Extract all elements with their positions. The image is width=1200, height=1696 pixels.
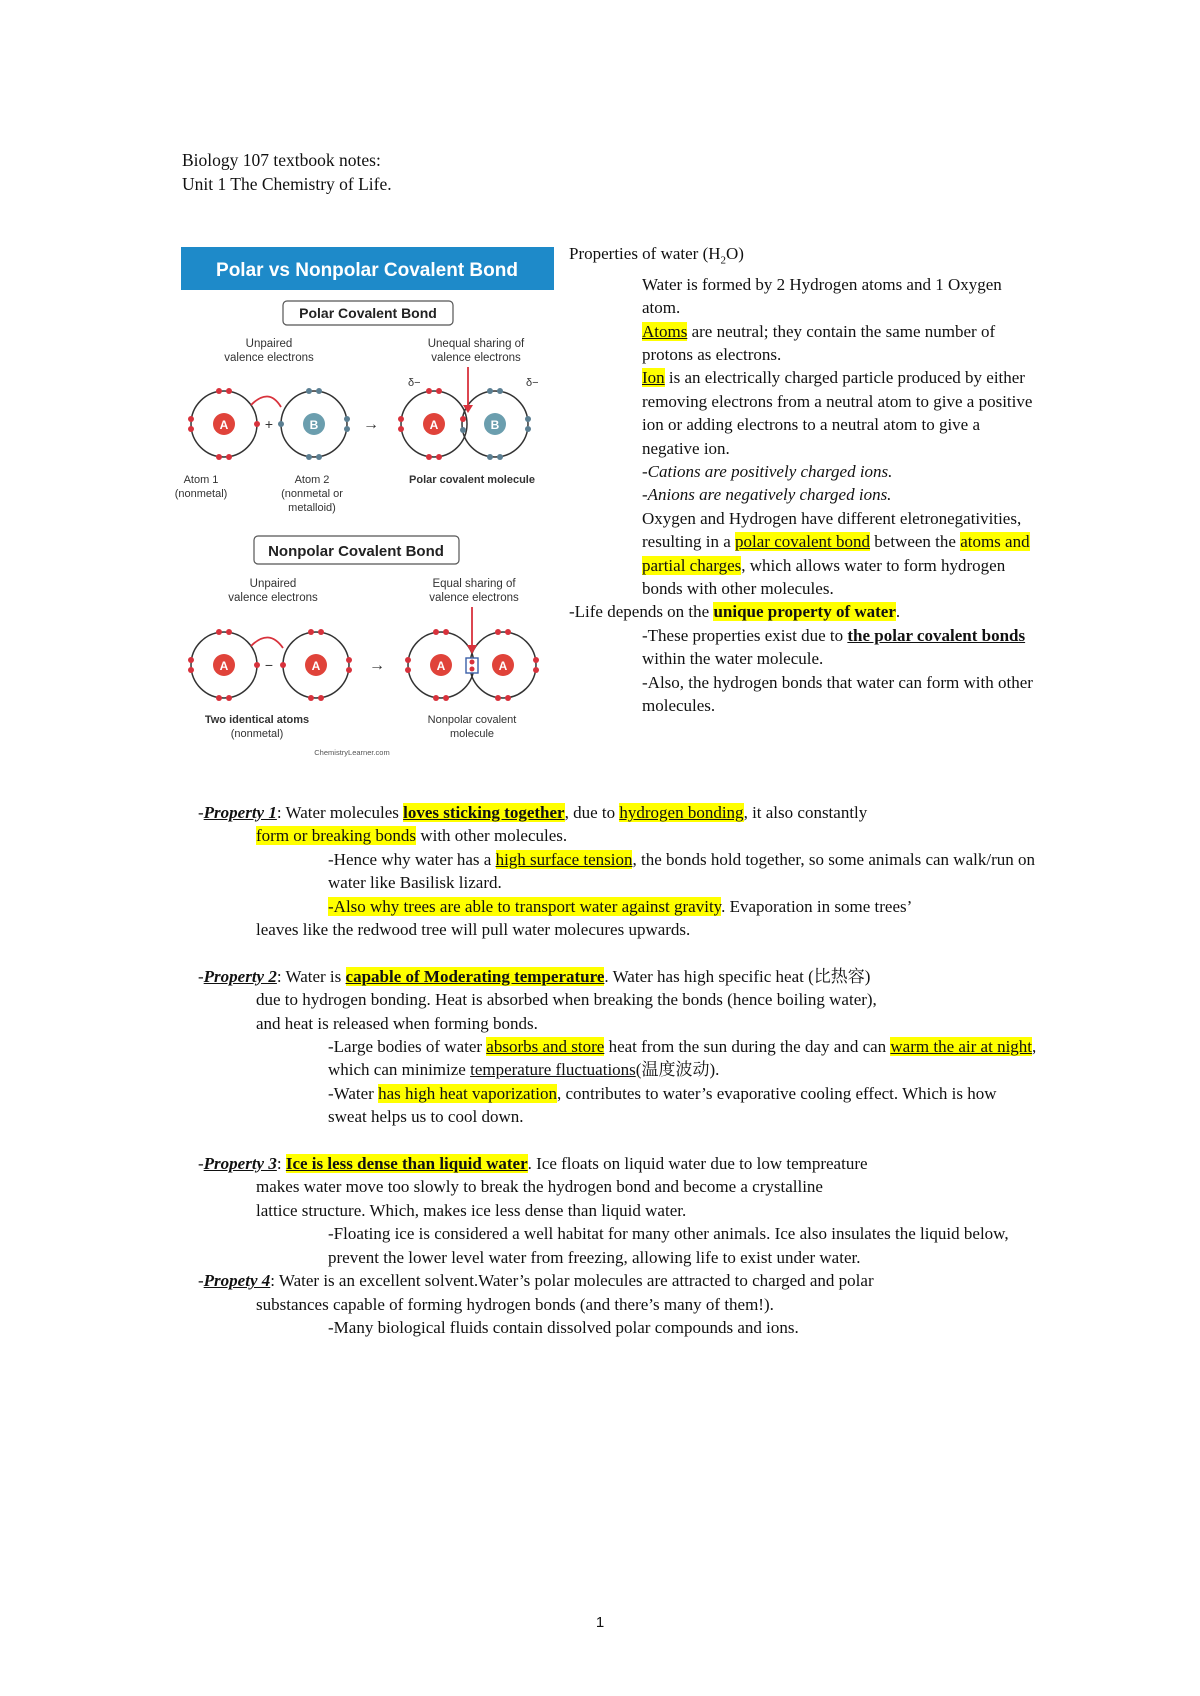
- ion-term: Ion: [642, 368, 665, 388]
- these-text-1: -These properties exist due to: [642, 625, 848, 645]
- page-number: 1: [595, 1614, 605, 1631]
- property-2-highlight-1: capable of Moderating temperature: [345, 966, 605, 986]
- surface-tension-pre: -Hence why water has a: [328, 849, 496, 869]
- property-2-large-bodies: [198, 1035, 1038, 1082]
- property-1-highlight-2: hydrogen bonding: [619, 803, 744, 822]
- properties-title-sub: 2: [720, 254, 727, 267]
- partial-charges-highlight: atoms and partial charges: [642, 532, 1030, 575]
- large-bodies-mid-2: , which can minimize: [328, 1037, 1037, 1080]
- plus-sign: +: [264, 416, 274, 432]
- figure-credit: ChemistryLearner.com: [314, 748, 390, 757]
- property-3-text-2: . Ice floats on liquid water due to low tempreature: [527, 1154, 868, 1174]
- cations-note: -Cations are positively charged ions.: [642, 462, 893, 482]
- property-1-text-1: : Water molecules: [276, 803, 404, 822]
- unpaired-label-4: valence electrons: [228, 592, 318, 604]
- two-identical-label-1: Two identical atoms: [204, 714, 310, 726]
- property-1-text-2: , due to: [564, 803, 620, 822]
- properties-of-water: [569, 242, 1039, 718]
- nonpolar-atom2-label: A: [311, 659, 321, 673]
- properties-title-pre: Properties of water (H: [569, 244, 721, 263]
- molecule-a-label: A: [429, 418, 439, 432]
- property-3-label: Property 3: [203, 1154, 277, 1174]
- delta-minus-left: δ−: [408, 377, 421, 389]
- property-4-label: Propety 4: [203, 1271, 271, 1291]
- vaporization-pre: -Water: [328, 1083, 379, 1103]
- property-1-highlight-1: loves sticking together: [403, 803, 565, 822]
- property-2-vaporization: [198, 1082, 1038, 1129]
- temperature-fluctuations-underline: temperature fluctuations: [470, 1060, 636, 1080]
- property-3-floating-ice: -Floating ice is considered a well habitat for many other animals. Ice also insulates the liquid below, prevent the lower level water from freezing, allowing life to exist under water.: [328, 1224, 1009, 1267]
- nonpolar-molecule-a1: A: [436, 659, 446, 673]
- large-bodies-pre: -Large bodies of water: [328, 1037, 487, 1057]
- nonpolar-molecule-a2: A: [498, 659, 508, 673]
- property-1-label: Property 1: [203, 803, 277, 822]
- property-4-biological-fluids: -Many biological fluids contain dissolved polar compounds and ions.: [328, 1317, 799, 1337]
- atoms-definition: [569, 320, 1039, 367]
- property-1-surface-tension: [198, 848, 1038, 895]
- electronegativity-note: [569, 507, 1039, 601]
- property-2-heading: [198, 965, 1038, 988]
- large-bodies-mid: heat from the sun during the day and can: [604, 1037, 891, 1057]
- minus-sign: −: [264, 657, 274, 673]
- polar-covalent-bond-highlight: polar covalent bond: [735, 532, 871, 552]
- unequal-label-2: valence electrons: [431, 352, 521, 364]
- equal-label-1: Equal sharing of: [432, 578, 516, 590]
- surface-tension-post: , the bonds hold together, so some animals can walk/run on water like Basilisk lizard.: [328, 849, 1035, 893]
- nonpolar-molecule-label-1: Nonpolar covalent: [427, 714, 517, 726]
- nonpolar-atom1-label: A: [219, 659, 229, 673]
- large-bodies-post: (温度波动).: [635, 1060, 720, 1080]
- property-3-dash: -: [198, 1154, 204, 1174]
- polar-arrow: →: [363, 416, 379, 433]
- document-header: [182, 148, 392, 196]
- property-2-cont-1: due to hydrogen bonding. Heat is absorbed when breaking the bonds (hence boiling water),: [256, 990, 877, 1010]
- trees-highlight: -Also why trees are able to transport water against gravity: [328, 896, 722, 916]
- property-1-heading: [198, 801, 1038, 824]
- molecule-b-label: B: [490, 418, 500, 432]
- ion-text: is an electrically charged particle produced by either removing electrons from a neutral atom to give a positive ion or adding electrons to a neutral atom to give a negative ion.: [642, 368, 1033, 458]
- atom1-label-1: Atom 1: [183, 474, 219, 486]
- polar-box-label: Polar Covalent Bond: [299, 305, 437, 321]
- property-2-text-2: . Water has high specific heat (比热容): [604, 966, 871, 986]
- eneg-text-3: , which allows water to form hydrogen bonds with other molecules.: [642, 555, 1006, 599]
- eneg-text-2: between the: [870, 532, 961, 552]
- header-line-1: Biology 107 textbook notes:: [182, 150, 381, 170]
- property-3-cont-2: lattice structure. Which, makes ice less dense than liquid water.: [256, 1200, 687, 1220]
- nonpolar-arrow: →: [369, 657, 385, 674]
- water-composition: Water is formed by 2 Hydrogen atoms and 1 Oxygen atom.: [642, 274, 1002, 318]
- trees-post: . Evaporation in some trees’: [721, 896, 913, 916]
- anions-note: -Anions are negatively charged ions.: [642, 485, 892, 505]
- property-2-dash: -: [198, 966, 204, 986]
- property-1-redwood: leaves like the redwood tree will pull water molecures upwards.: [256, 920, 691, 940]
- warm-air-highlight: warm the air at night: [890, 1037, 1033, 1057]
- property-1-text-4: with other molecules.: [416, 826, 568, 846]
- delta-minus-right: δ−: [526, 377, 539, 389]
- property-1-continuation: [198, 824, 1038, 847]
- property-4-heading: [198, 1269, 1038, 1292]
- property-1-text-3: , it also constantly: [743, 803, 868, 822]
- atom2-label-2: (nonmetal or: [281, 488, 343, 500]
- property-1-trees: [198, 895, 1038, 918]
- property-3-cont-1: makes water move too slowly to break the hydrogen bond and become a crystalline: [256, 1177, 823, 1197]
- ion-definition: [569, 366, 1039, 460]
- atom2-label-3: metalloid): [288, 502, 336, 514]
- life-text-2: .: [895, 602, 901, 622]
- eneg-text-1: Oxygen and Hydrogen have different eletronegativities, resulting in a: [642, 508, 1022, 552]
- atom2-label-1: Atom 2: [294, 474, 330, 486]
- nonpolar-molecule-label-2: molecule: [449, 728, 495, 740]
- unequal-label-1: Unequal sharing of: [427, 338, 525, 350]
- atom1-label-2: (nonmetal): [174, 488, 228, 500]
- property-2-label: Property 2: [203, 966, 277, 986]
- property-3-text-1: :: [276, 1154, 286, 1174]
- these-text-2: within the water molecule.: [642, 649, 824, 669]
- polar-bonds-note: [569, 624, 1039, 671]
- vaporization-post: , contributes to water’s evaporative cooling effect. Which is how sweat helps us to cool down.: [328, 1083, 997, 1127]
- covalent-bond-figure: [174, 247, 554, 765]
- polar-molecule-label: Polar covalent molecule: [409, 474, 535, 486]
- properties-title: [569, 242, 1039, 273]
- unpaired-label-3: Unpaired: [249, 578, 297, 590]
- atom-a-label: A: [219, 418, 229, 432]
- unpaired-label-2: valence electrons: [224, 352, 314, 364]
- life-text-1: -Life depends on the: [569, 602, 714, 622]
- property-3-heading: [198, 1152, 1038, 1175]
- equal-label-2: valence electrons: [429, 592, 519, 604]
- properties-title-post: O): [726, 244, 744, 263]
- vaporization-highlight: has high heat vaporization: [378, 1083, 557, 1103]
- property-2-cont-2: and heat is released when forming bonds.: [256, 1013, 538, 1033]
- nonpolar-box-label: Nonpolar Covalent Bond: [268, 543, 444, 560]
- property-2-text-1: : Water is: [276, 966, 346, 986]
- unpaired-label-1: Unpaired: [245, 338, 293, 350]
- property-4-dash: -: [198, 1271, 204, 1291]
- header-line-2: Unit 1 The Chemistry of Life.: [182, 174, 392, 194]
- properties-body: [198, 801, 1038, 1339]
- atoms-term: Atoms: [642, 321, 688, 341]
- atom-b-label: B: [309, 418, 319, 432]
- property-4-cont-1: substances capable of forming hydrogen bonds (and there’s many of them!).: [256, 1294, 774, 1314]
- atoms-text: are neutral; they contain the same number of protons as electrons.: [642, 321, 996, 365]
- life-depends-note: [569, 600, 1039, 623]
- property-3-highlight-1: Ice is less dense than liquid water: [285, 1154, 528, 1174]
- unique-property-highlight: unique property of water: [713, 602, 896, 622]
- absorbs-store-highlight: absorbs and store: [486, 1037, 605, 1057]
- property-1-highlight-3: form or breaking bonds: [256, 826, 417, 846]
- polar-covalent-bonds-bold: the polar covalent bonds: [847, 625, 1026, 645]
- figure-title: Polar vs Nonpolar Covalent Bond: [216, 260, 518, 281]
- property-1-dash: -: [198, 803, 204, 822]
- surface-tension-highlight: high surface tension: [495, 849, 633, 869]
- property-4-text-1: : Water is an excellent solvent.Water’s polar molecules are attracted to charged and polar: [270, 1271, 874, 1291]
- two-identical-label-2: (nonmetal): [230, 728, 284, 740]
- hydrogen-bonds-note: -Also, the hydrogen bonds that water can form with other molecules.: [642, 672, 1033, 716]
